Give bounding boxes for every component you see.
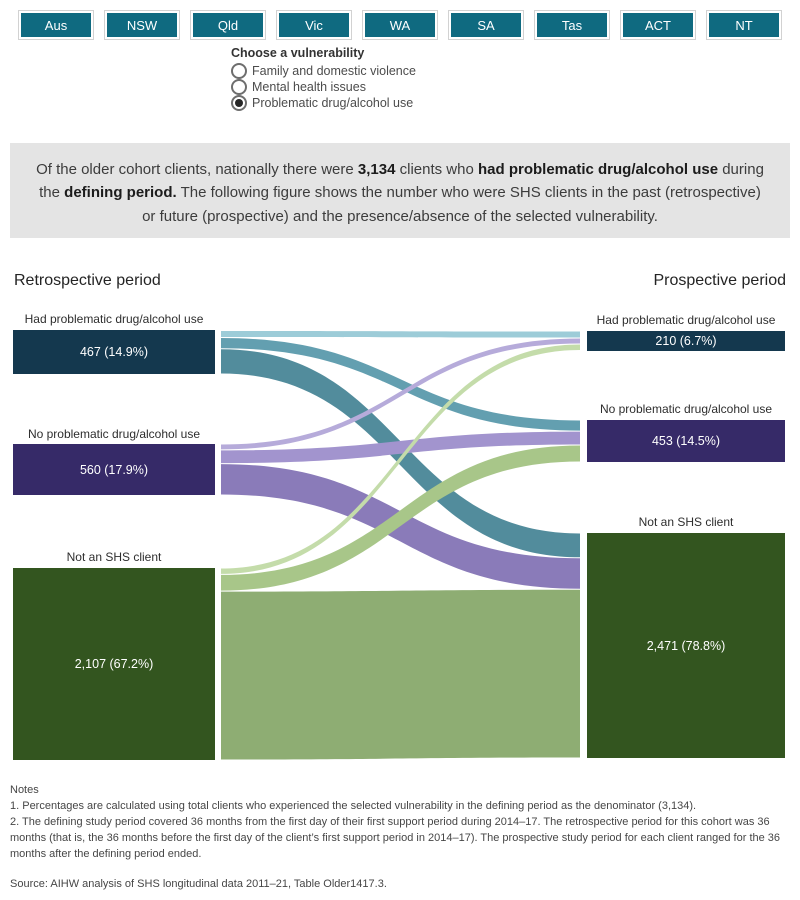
left-node-had-value: 467 (14.9%): [79, 345, 149, 359]
retrospective-period-title: Retrospective period: [14, 272, 161, 289]
notes-block: [10, 783, 788, 893]
tab-label: Vic: [279, 13, 349, 37]
right-node-label-not-shs: Not an SHS client: [638, 515, 734, 529]
source-text: Source: AIHW analysis of SHS longitudinal data 2011–21, Table Older1417.3.: [10, 877, 387, 890]
tab-label: NSW: [107, 13, 177, 37]
tab-label: ACT: [623, 13, 693, 37]
prospective-period-title: Prospective period: [653, 272, 786, 289]
tab-label: Qld: [193, 13, 263, 37]
radio-option-label: Mental health issues: [252, 80, 366, 94]
sankey-flow-2-to-2[interactable]: [221, 590, 580, 760]
sankey-flow-0-to-1[interactable]: [221, 338, 580, 431]
right-node-had[interactable]: [587, 331, 785, 351]
right-node-label-no: No problematic drug/alcohol use: [599, 402, 773, 416]
tab-label: Aus: [21, 13, 91, 37]
tab-label: NT: [709, 13, 779, 37]
radio-option-label: Family and domestic violence: [252, 64, 416, 78]
right-node-no-value: 453 (14.5%): [651, 434, 721, 448]
left-node-not-shs[interactable]: [13, 568, 215, 760]
right-node-label-had: Had problematic drug/alcohol use: [596, 313, 776, 327]
tab-label: WA: [365, 13, 435, 37]
sankey-flow-0-to-0[interactable]: [221, 331, 580, 338]
note-1: 1. Percentages are calculated using total clients who experienced the selected vulnerability in the defining period as the denominator (3,134).: [10, 799, 697, 812]
left-node-not-shs-value: 2,107 (67.2%): [74, 657, 154, 671]
sankey-flow-1-to-2[interactable]: [221, 464, 580, 589]
tab-label: SA: [451, 13, 521, 37]
radio-option-label: Problematic drug/alcohol use: [252, 96, 414, 110]
left-node-had[interactable]: [13, 330, 215, 374]
tab-label: Tas: [537, 13, 607, 37]
right-node-no[interactable]: [587, 420, 785, 462]
left-node-no[interactable]: [13, 444, 215, 495]
right-node-not-shs[interactable]: [587, 533, 785, 758]
note-2: 2. The defining study period covered 36 months from the first day of their first support period during 2014–17. The retrospective period for this cohort was 36 months (that is, the 36 months before the first day of the client’s first support period in 2014–17). The prospective study period for each client ranged for the 36 months after the defining period ended.: [10, 815, 781, 860]
intro-text: Of the older cohort clients, nationally there were 3,134 clients who had problematic drug/alcohol use during the defining period. The following figure shows the number who were SHS clients in the past (retrospective) or future (prospective) and the presence/absence of the selected vulnerability.: [36, 161, 764, 225]
right-node-not-shs-value: 2,471 (78.8%): [646, 638, 726, 653]
left-node-no-value: 560 (17.9%): [79, 462, 149, 477]
right-node-had-value: 210 (6.7%): [655, 334, 717, 348]
vulnerability-selector-label: Choose a vulnerability: [231, 46, 365, 60]
notes-title: Notes: [10, 784, 39, 796]
left-node-label-not-shs: Not an SHS client: [66, 550, 162, 564]
left-node-label-had: Had problematic drug/alcohol use: [24, 312, 204, 326]
left-node-label-no: No problematic drug/alcohol use: [27, 427, 201, 441]
